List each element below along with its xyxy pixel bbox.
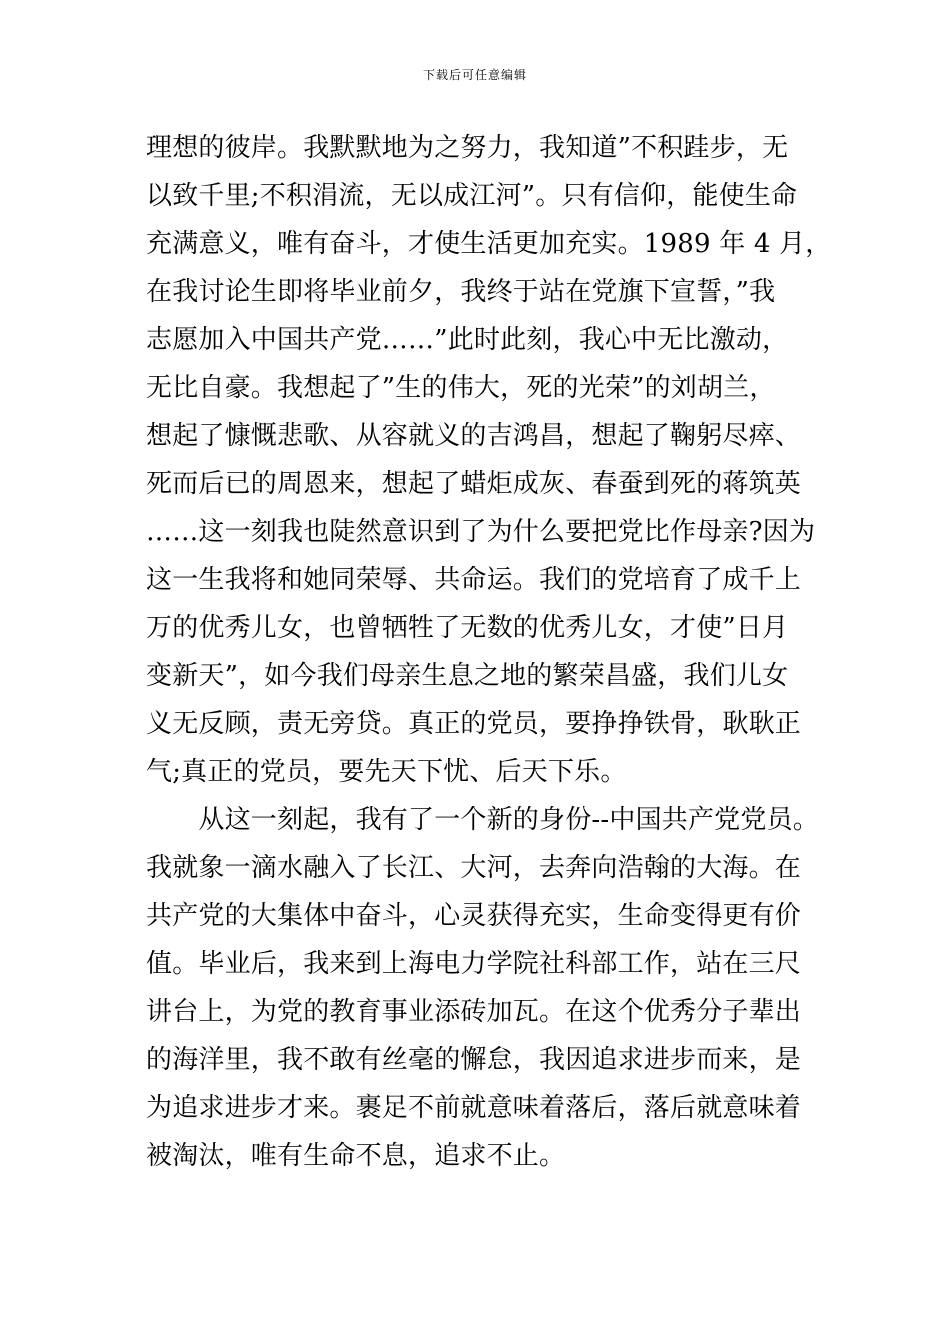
text-line: 值。毕业后，我来到上海电力学院社科部工作，站在三尺 (146, 949, 802, 979)
text-line: 死而后已的周恩来，想起了蜡炬成灰、春蚕到死的蒋筑英 (146, 469, 802, 499)
text-line: 气;真正的党员，要先天下忧、后天下乐。 (146, 757, 627, 787)
text-line: 充满意义，唯有奋斗，才使生活更加充实。1989 年 4 月， (146, 229, 832, 259)
text-line: 的海洋里，我不敢有丝毫的懈怠，我因追求进步而来，是 (146, 1045, 802, 1075)
text-line: 我就象一滴水融入了长江、大河，去奔向浩翰的大海。在 (146, 853, 802, 883)
text-line: 志愿加入中国共产党……”此时此刻，我心中无比激动， (146, 325, 789, 355)
text-line: 在我讨论生即将毕业前夕，我终于站在党旗下宣誓，”我 (146, 277, 776, 307)
text-line: 被淘汰，唯有生命不息，追求不止。 (146, 1141, 566, 1171)
text-line: 变新天”，如今我们母亲生息之地的繁荣昌盛，我们儿女 (146, 661, 789, 691)
paragraph-start-line: 从这一刻起，我有了一个新的身份--中国共产党党员。 (146, 805, 819, 835)
text-line: 这一生我将和她同荣辱、共命运。我们的党培育了成千上 (146, 565, 802, 595)
text-line: 义无反顾，责无旁贷。真正的党员，要挣挣铁骨，耿耿正 (146, 709, 802, 739)
text-line: 为追求进步才来。裹足不前就意味着落后，落后就意味着 (146, 1093, 802, 1123)
text-line: 共产党的大集体中奋斗，心灵获得充实，生命变得更有价 (146, 901, 802, 931)
page-header: 下载后可任意编辑 (422, 68, 527, 82)
text-line: 无比自豪。我想起了”生的伟大，死的光荣”的刘胡兰， (146, 373, 776, 403)
document-body (146, 124, 846, 1180)
text-line: 想起了慷慨悲歌、从容就义的吉鸿昌，想起了鞠躬尽瘁、 (146, 421, 802, 451)
text-line: 理想的彼岸。我默默地为之努力，我知道”不积跬步，无 (146, 133, 789, 163)
text-line: ……这一刻我也陡然意识到了为什么要把党比作母亲?因为 (146, 517, 816, 547)
text-line: 以致千里;不积涓流，无以成江河”。只有信仰，能使生命 (146, 181, 798, 211)
text-line: 万的优秀儿女，也曾牺牲了无数的优秀儿女，才使”日月 (146, 613, 789, 643)
text-line: 讲台上，为党的教育事业添砖加瓦。在这个优秀分子辈出 (146, 997, 802, 1027)
